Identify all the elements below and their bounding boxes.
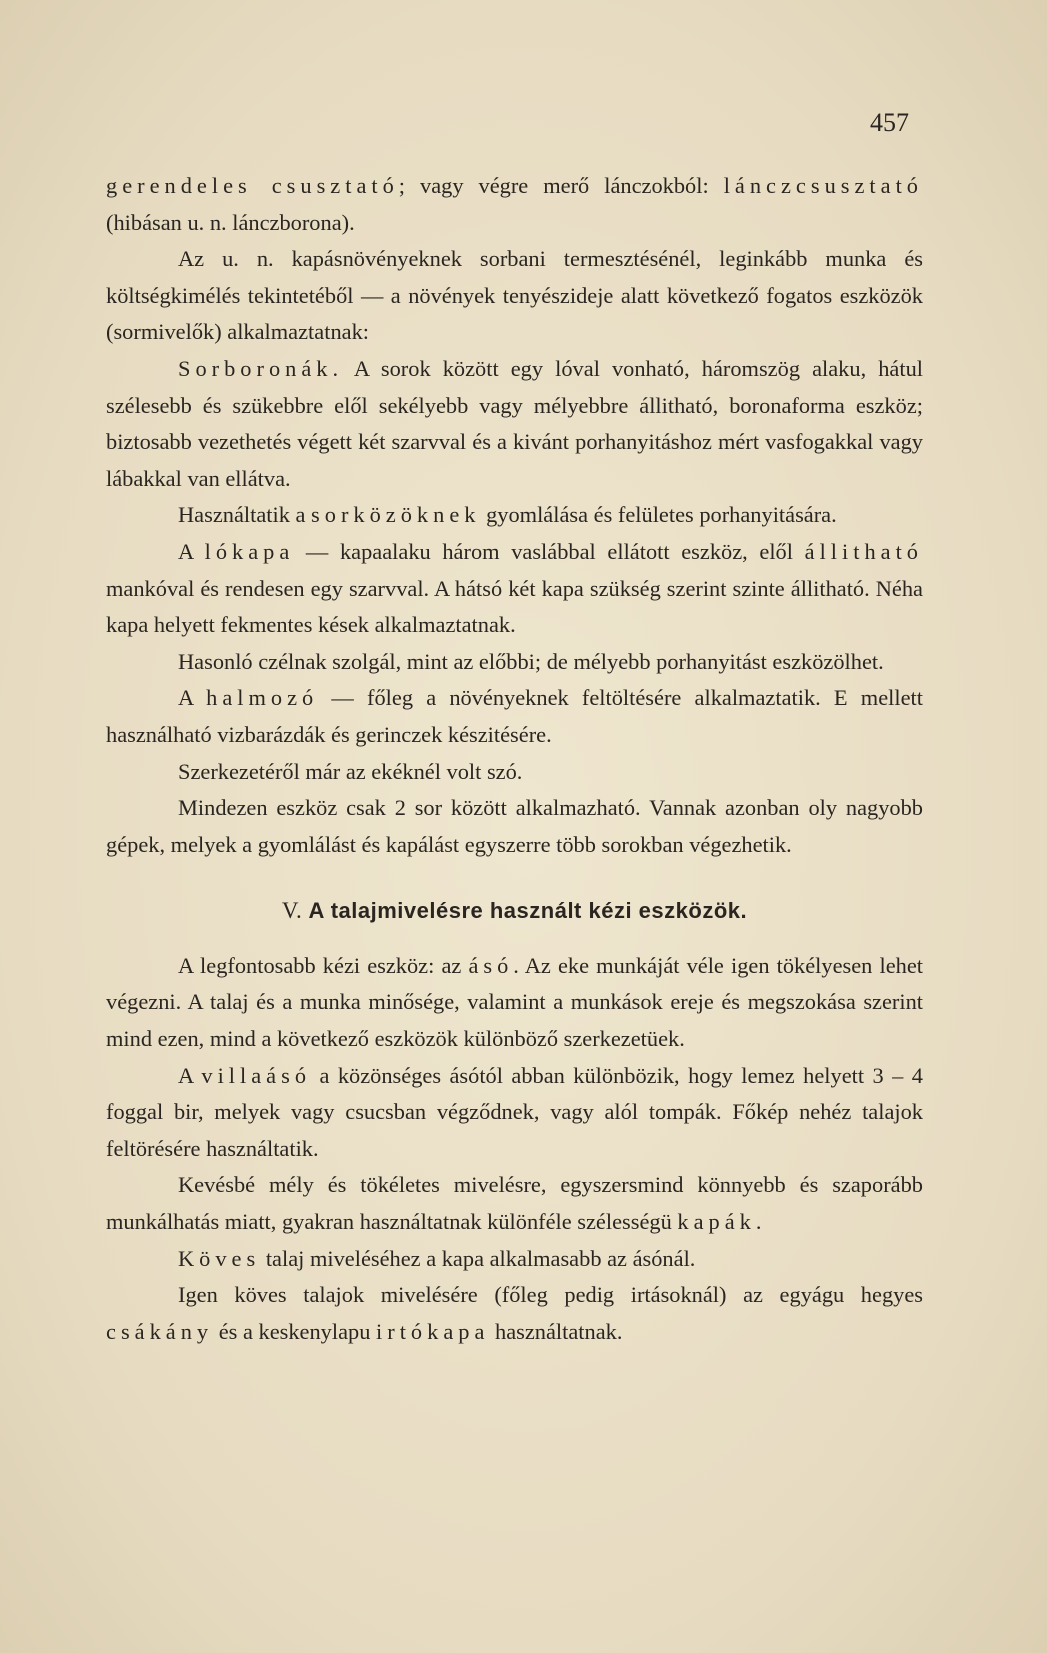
section-heading	[106, 893, 923, 930]
spaced-term: Sorboronák.	[178, 355, 344, 381]
spaced-term: kapák	[677, 1209, 756, 1235]
paragraph	[106, 497, 923, 534]
paragraph	[106, 168, 923, 241]
paragraph	[106, 680, 923, 753]
text-run: Kevésbé mély és tökéletes mivelésre, egyszersmind könnyebb és szaporább munkálhatás miatt, gyakran használtatnak különféle szélességü	[106, 1172, 923, 1235]
paragraph	[106, 1277, 923, 1350]
body-text	[106, 168, 923, 1350]
text-block-2	[106, 948, 923, 1351]
text-run: Mindezen eszköz csak 2 sor között alkalmazható. Vannak azonban oly nagyobb gépek, melyek a gyomlálást és kapálást egyszerre több sorokban végezhetik.	[106, 795, 923, 857]
paragraph	[106, 948, 923, 1058]
page-number: 457	[870, 108, 909, 137]
text-run: Az u. n. kapásnövényeknek sorbani termesztésénél, leginkább munka és költségkimélés tekintetéből — a növények tenyészideje alatt következő fogatos eszközök (sormivelők) alkalmaztatnak:	[106, 246, 923, 345]
paragraph	[106, 351, 923, 497]
spaced-term: halmozó	[206, 685, 319, 711]
text-run: Hasonló czélnak szolgál, mint az előbbi; de mélyebb porhanyitást eszközölhet.	[178, 648, 884, 674]
text-block-1	[106, 168, 923, 863]
spaced-term: lánczcsusztató	[723, 173, 923, 198]
spaced-term: gerendeles csusztató	[106, 173, 399, 198]
spaced-term: irtókapa	[376, 1318, 490, 1344]
text-run: (hibásan u. n. lánczborona).	[106, 209, 355, 235]
text-run: A	[178, 1062, 202, 1088]
text-run: Szerkezetéről már az ekéknél volt szó.	[178, 758, 523, 784]
text-run: .	[755, 1209, 762, 1235]
text-run: talaj miveléséhez a kapa alkalmasabb az ásónál.	[260, 1245, 696, 1271]
spaced-term: csákány	[106, 1318, 214, 1344]
spaced-term: villaásó	[201, 1062, 312, 1088]
spaced-term: Köves	[178, 1245, 261, 1271]
text-run: a közönséges ásótól abban különbözik, hogy lemez helyett 3 – 4 foggal bir, melyek vagy csucsban végződnek, vagy alól tompák. Főkép nehéz talajok feltörésére használtatik.	[106, 1062, 923, 1161]
spaced-term: lókapa	[204, 538, 295, 564]
text-run: A legfontosabb kézi eszköz: az	[178, 952, 469, 978]
paragraph	[106, 644, 923, 681]
section-title: A talajmivelésre használt kézi eszközök.	[308, 898, 748, 924]
text-run: Igen köves talajok mivelésére (főleg pedig irtásoknál) az egyágu hegyes	[178, 1282, 923, 1308]
text-run: A	[178, 685, 207, 711]
text-run: — kapaalaku három vaslábbal ellátott eszköz, elől	[294, 538, 805, 564]
text-run: A sorok között egy lóval vonható, háromszög alaku, hátul szélesebb és szükebbre elől sekélyebb vagy mélyebbre állitható, boronaforma eszköz; biztosabb vezethetés végett két szarvval és a kivánt porhanyitáshoz mért vasfogakkal vagy lábakkal van ellátva.	[106, 355, 923, 491]
paragraph	[106, 534, 923, 644]
section-numeral: V.	[281, 898, 303, 924]
paragraph	[106, 1241, 923, 1278]
text-run: gyomlálása és felületes porhanyitására.	[480, 502, 837, 528]
spaced-term: ásó	[468, 952, 514, 978]
text-run: A	[178, 538, 205, 564]
text-run: ; vagy végre merő lánczokból:	[398, 173, 724, 198]
paragraph	[106, 1167, 923, 1240]
text-run: és a keskenylapu	[213, 1318, 377, 1344]
text-run: mankóval és rendesen egy szarvval. A hátsó két kapa szükség szerint szinte állitható. Néha kapa helyett fekmentes kések alkalmaztatnak.	[106, 575, 923, 638]
text-run: . Az eke munkáját véle igen tökélyesen lehet végezni. A talaj és a munka minősége, valamint a munkások ereje és megszokása szerint mind ezen, mind a következő eszközök különböző szerkezetüek.	[106, 952, 924, 1052]
paragraph	[106, 241, 923, 351]
paragraph	[106, 1058, 923, 1168]
spaced-term: sorközöknek	[311, 502, 481, 528]
spaced-term: állitható	[804, 538, 923, 564]
paragraph	[106, 754, 923, 791]
text-run: használtatnak.	[489, 1318, 623, 1344]
text-run: — főleg a növényeknek feltöltésére alkalmaztatik. E mellett használható vizbarázdák és gerinczek készitésére.	[106, 685, 923, 747]
paragraph	[106, 790, 923, 863]
text-run: Használtatik a	[178, 502, 312, 528]
